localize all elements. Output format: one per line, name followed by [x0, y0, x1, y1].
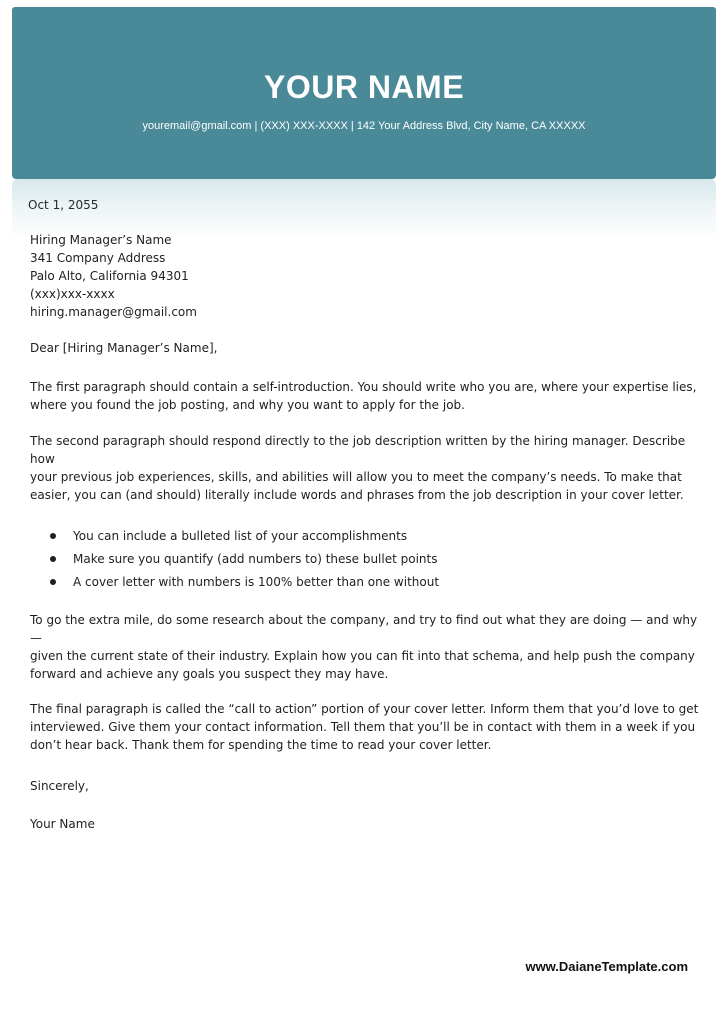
recipient-email: hiring.manager@gmail.com	[30, 305, 197, 319]
contact-line: youremail@gmail.com | (XXX) XXX-XXXX | 142 Your Address Blvd, City Name, CA XXXXX	[142, 120, 586, 132]
paragraph-1	[30, 378, 700, 414]
list-item	[30, 573, 700, 596]
paragraph-3	[30, 611, 700, 683]
list-item	[30, 550, 700, 573]
paragraph-1-line: where you found the job posting, and why you want to apply for the job.	[30, 398, 465, 412]
paragraph-4-line: don’t hear back. Thank them for spending the time to read your cover letter.	[30, 738, 492, 752]
recipient-address: 341 Company Address	[30, 251, 166, 265]
bullet-icon	[50, 579, 56, 585]
recipient-name: Hiring Manager’s Name	[30, 233, 172, 247]
recipient-city: Palo Alto, California 94301	[30, 269, 189, 283]
paragraph-2-line: The second paragraph should respond directly to the job description written by the hiring manager. Describe how	[30, 434, 686, 466]
bullet-icon	[50, 533, 56, 539]
paragraph-2-line: easier, you can (and should) literally include words and phrases from the job description in your cover letter.	[30, 488, 684, 502]
bullet-icon	[50, 556, 56, 562]
bullet-text: A cover letter with numbers is 100% better than one without	[73, 575, 440, 589]
website-link[interactable]: www.DaianeTemplate.com	[525, 959, 688, 974]
bullet-text: You can include a bulleted list of your accomplishments	[73, 529, 408, 543]
closing: Sincerely,	[30, 779, 89, 793]
applicant-name: YOUR NAME	[263, 69, 465, 105]
recipient-block	[30, 231, 700, 321]
letter-body	[30, 231, 700, 833]
paragraph-3-line: forward and achieve any goals you suspect they may have.	[30, 667, 389, 681]
paragraph-2-line: your previous job experiences, skills, and abilities will allow you to meet the company’s needs. To make that	[30, 470, 682, 484]
paragraph-4-line: The final paragraph is called the “call to action” portion of your cover letter. Inform them that you’d love to get	[30, 702, 699, 716]
letter-date: Oct 1, 2055	[28, 198, 99, 212]
paragraph-4-line: interviewed. Give them your contact information. Tell them that you’ll be in contact with them in a week if you	[30, 720, 696, 734]
signature-name: Your Name	[30, 817, 95, 831]
paragraph-1-line: The first paragraph should contain a self-introduction. You should write who you are, where your expertise lies,	[30, 380, 697, 394]
bullet-text: Make sure you quantify (add numbers to) these bullet points	[73, 552, 438, 566]
paragraph-4	[30, 700, 700, 754]
list-item	[30, 527, 700, 550]
header-gradient-band	[12, 179, 716, 239]
paragraph-3-line: given the current state of their industry. Explain how you can fit into that schema, and help push the company	[30, 649, 695, 663]
salutation: Dear [Hiring Manager’s Name],	[30, 341, 218, 355]
recipient-phone: (xxx)xxx-xxxx	[30, 287, 115, 301]
paragraph-3-line: To go the extra mile, do some research about the company, and try to find out what they are doing — and why —	[30, 613, 698, 645]
header-banner	[12, 7, 716, 179]
paragraph-2	[30, 432, 700, 504]
accomplishments-list	[30, 527, 700, 596]
